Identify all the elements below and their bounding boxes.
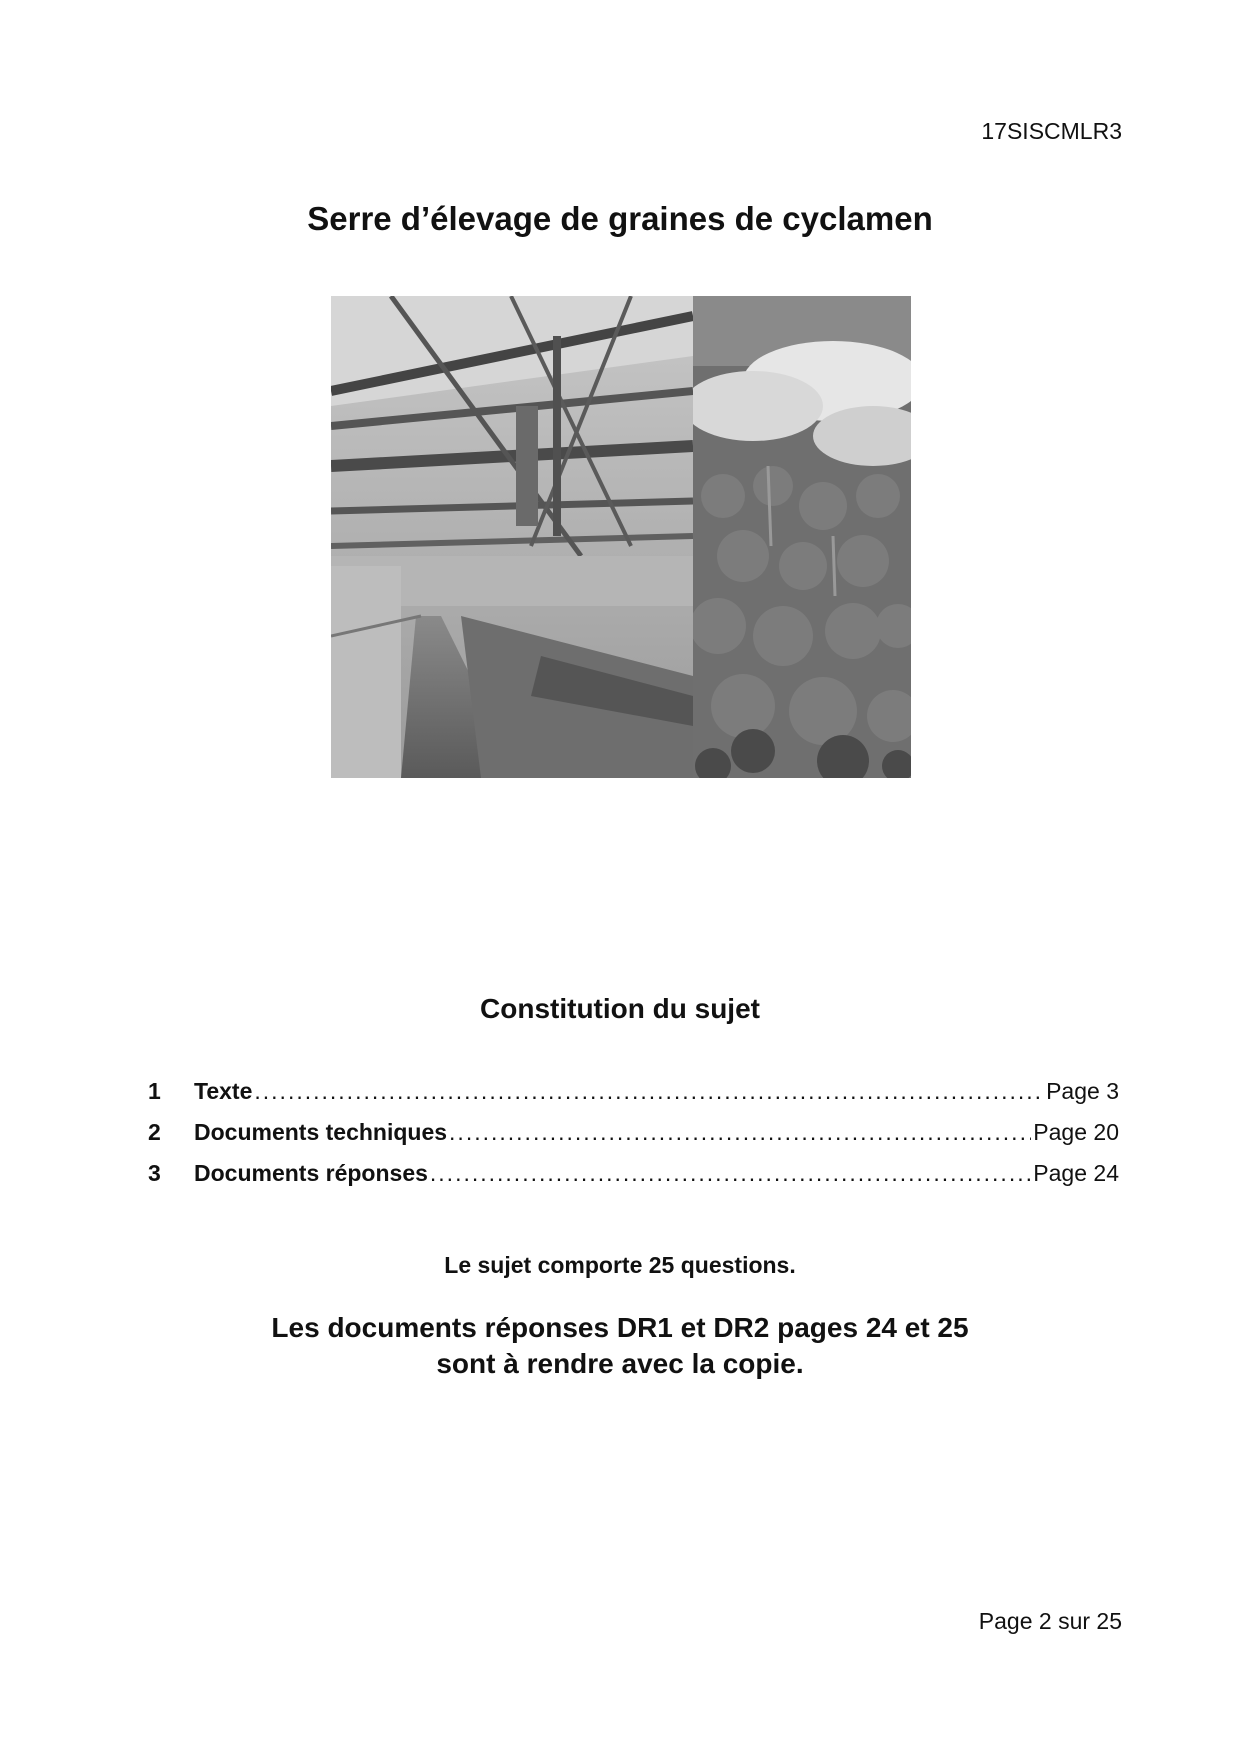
document-code: 17SISCMLR3: [981, 118, 1122, 144]
toc-item-number: 1: [148, 1078, 161, 1104]
question-count-note: Le sujet comporte 25 questions.: [444, 1252, 796, 1278]
cover-photos: [331, 296, 911, 778]
greenhouse-interior-photo: [331, 296, 693, 778]
toc-item-page: Page 3: [1046, 1078, 1119, 1104]
toc-item: [148, 1078, 1119, 1119]
contents-heading: Constitution du sujet: [480, 993, 760, 1024]
toc-item-label: Documents réponses: [194, 1160, 428, 1186]
toc-leader-dots: [430, 1160, 1031, 1187]
toc-item-label: Texte: [194, 1078, 253, 1104]
toc-item-label: Documents techniques: [194, 1119, 448, 1145]
toc-item-number: 3: [148, 1160, 161, 1186]
toc-item-page: Page 20: [1033, 1119, 1119, 1145]
submission-notice-line: Les documents réponses DR1 et DR2 pages 24 et 25: [271, 1312, 969, 1343]
toc-leader-dots: [254, 1078, 1044, 1105]
toc-item-page: Page 24: [1033, 1160, 1119, 1186]
toc-leader-dots: [449, 1119, 1031, 1146]
submission-notice: [0, 1310, 1240, 1382]
submission-notice-line: sont à rendre avec la copie.: [436, 1348, 804, 1379]
toc-item-number: 2: [148, 1119, 161, 1145]
document-title: Serre d’élevage de graines de cyclamen: [307, 200, 933, 237]
toc-item: [148, 1160, 1119, 1201]
table-of-contents: [148, 1078, 1119, 1201]
cyclamen-flowers-photo: [693, 296, 911, 778]
page-number: Page 2 sur 25: [978, 1608, 1122, 1634]
toc-item: [148, 1119, 1119, 1160]
